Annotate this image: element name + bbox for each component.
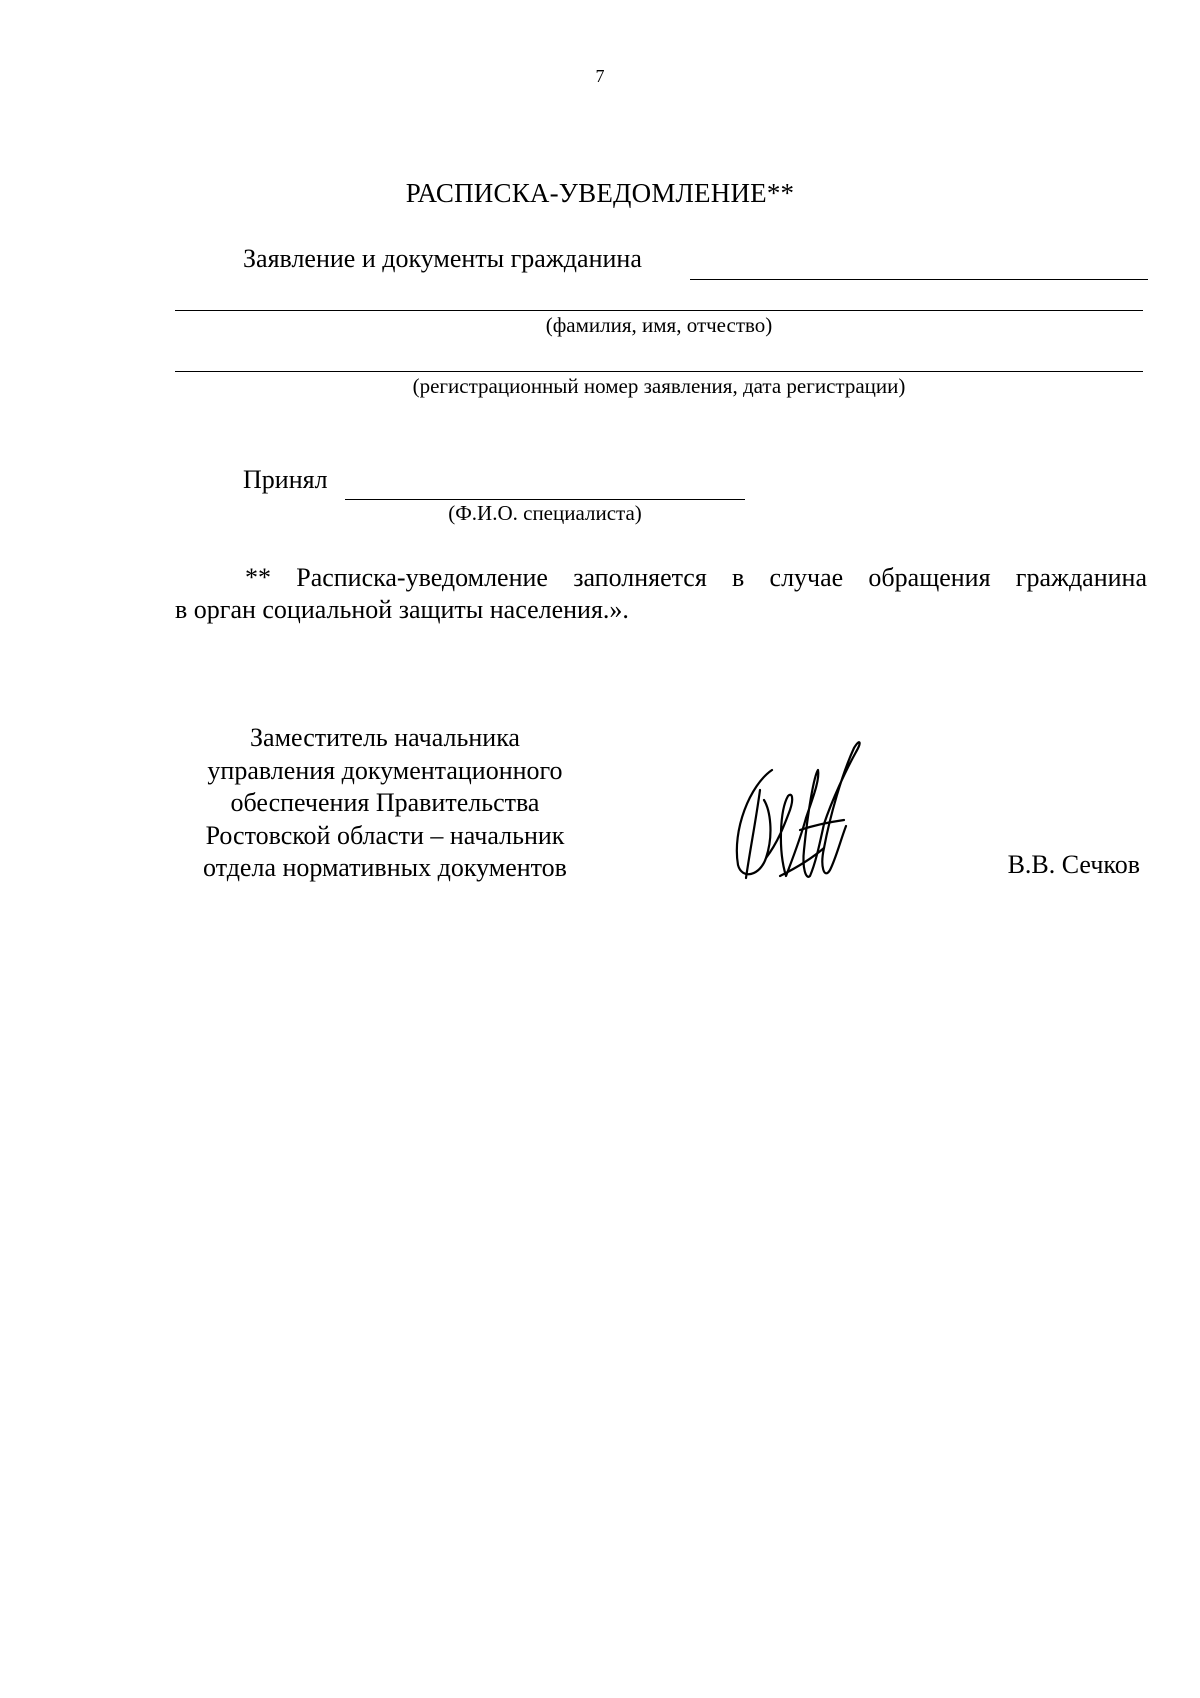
full-name-line — [175, 310, 1143, 311]
position-line: управления документационного — [207, 755, 563, 785]
handwritten-signature — [720, 730, 880, 890]
specialist-caption: (Ф.И.О. специалиста) — [448, 501, 642, 525]
specialist-blank — [345, 499, 745, 500]
position-line: Ростовской области – начальник — [205, 820, 565, 850]
accepted-label: Принял — [243, 465, 328, 494]
signatory-name: В.В. Сечков — [1007, 850, 1140, 879]
signatory-position — [175, 722, 595, 885]
application-name-blank — [690, 279, 1148, 280]
document-title: РАСПИСКА-УВЕДОМЛЕНИЕ** — [405, 178, 795, 208]
application-label: Заявление и документы гражданина — [243, 244, 642, 273]
footnote — [175, 562, 1147, 626]
registration-line — [175, 371, 1143, 372]
position-line: Заместитель начальника — [250, 723, 520, 752]
footnote-line-2: в орган социальной защиты населения.». — [175, 595, 629, 624]
page-number: 7 — [595, 66, 605, 86]
position-line: обеспечения Правительства — [230, 788, 540, 817]
full-name-caption: (фамилия, имя, отчество) — [545, 313, 773, 337]
footnote-line-1: ** Расписка-уведомление заполняется в случае обращения гражданина — [245, 563, 1147, 592]
position-line: отдела нормативных документов — [203, 853, 567, 882]
registration-caption: (регистрационный номер заявления, дата регистрации) — [412, 374, 906, 398]
